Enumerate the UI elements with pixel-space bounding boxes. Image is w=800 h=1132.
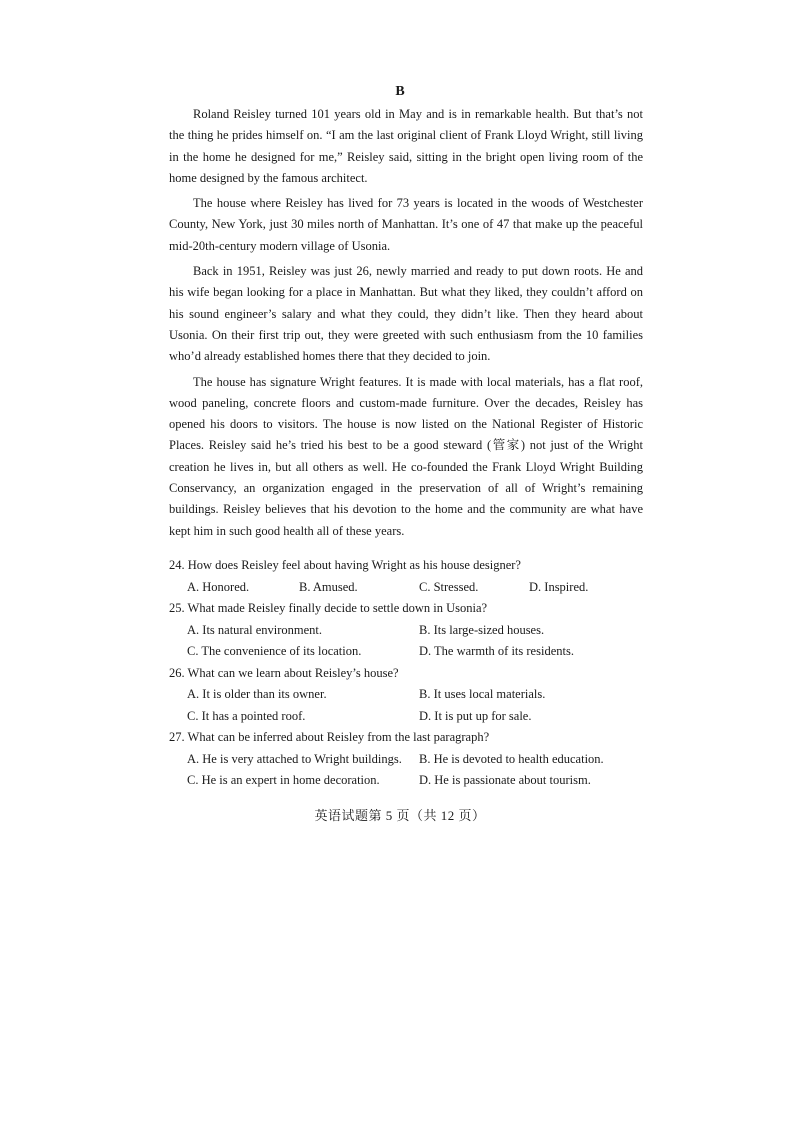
answer-options-row [169,684,649,706]
passage-paragraph: Back in 1951, Reisley was just 26, newly married and ready to put down roots. He and his wife began looking for a place in Manhattan. But what they liked, they couldn’t afford on his sound engineer’s salary and what they could, they didn’t like. Then they heard about Usonia. On their first trip out, they were greeted with such enthusiasm from the 10 families who’d already established homes there that they decided to join. [169,264,643,364]
option-c: C. The convenience of its location. [187,644,362,658]
question-stem: 27. What can be inferred about Reisley from the last paragraph? [169,730,490,744]
option-b: B. Amused. [299,579,358,594]
option-b: B. It uses local materials. [419,687,546,701]
option-a: A. He is very attached to Wright buildings. [187,751,402,766]
answer-options-row [169,706,649,728]
question-25 [169,598,649,663]
answer-options-row [169,770,649,792]
option-a: A. Its natural environment. [187,622,323,637]
option-c: C. He is an expert in home decoration. [187,773,380,787]
question-stem: 24. How does Reisley feel about having Wright as his house designer? [169,558,521,572]
question-24 [169,555,649,598]
answer-options-row [169,620,649,642]
option-a: A. Honored. [187,579,250,594]
answer-options [169,577,649,599]
question-stem: 25. What made Reisley finally decide to settle down in Usonia? [169,601,488,615]
question-27 [169,727,649,792]
question-26 [169,663,649,728]
passage-paragraph: The house has signature Wright features. It is made with local materials, has a flat roof, wood paneling, concrete floors and custom-made furniture. Over the decades, Reisley has opened his doors to visitors. The house is now listed on the National Register of Historic Places. Reisley said he’s tried his best to be a good steward (管家) not just of the Wright creation he lives in, but all others as well. He co-founded the Frank Lloyd Wright Building Conservancy, an organization engaged in the preservation of all of Wright’s remaining buildings. Reisley believes that his devotion to the home and the community are what have kept him in such good health all of these years. [169,374,643,538]
option-b: B. He is devoted to health education. [419,751,604,766]
passage-paragraph: Roland Reisley turned 101 years old in May and is in remarkable health. But that’s not the thing he prides himself on. “I am the last original client of Frank Lloyd Wright, still living in the home he designed for me,” Reisley said, sitting in the bright open living room of the home designed by the famous architect. [169,107,643,185]
question-list [169,555,649,792]
option-d: D. He is passionate about tourism. [419,773,591,787]
option-a: A. It is older than its owner. [187,687,327,701]
answer-options-row [169,641,649,663]
reading-passage [169,104,643,546]
option-c: C. It has a pointed roof. [187,708,306,723]
option-d: D. The warmth of its residents. [419,644,574,658]
option-d: D. It is put up for sale. [419,708,532,723]
page-footer: 英语试题第 5 页（共 12 页） [314,808,486,823]
section-heading: B [395,84,405,99]
answer-options-row [169,749,649,771]
option-b: B. Its large-sized houses. [419,622,545,637]
option-d: D. Inspired. [529,579,589,594]
option-c: C. Stressed. [419,579,479,594]
passage-paragraph: The house where Reisley has lived for 73 years is located in the woods of Westchester County, New York, just 30 miles north of Manhattan. It’s one of 47 that make up the peaceful mid-20th-century modern village of Usonia. [169,196,643,253]
question-stem: 26. What can we learn about Reisley’s house? [169,665,399,680]
